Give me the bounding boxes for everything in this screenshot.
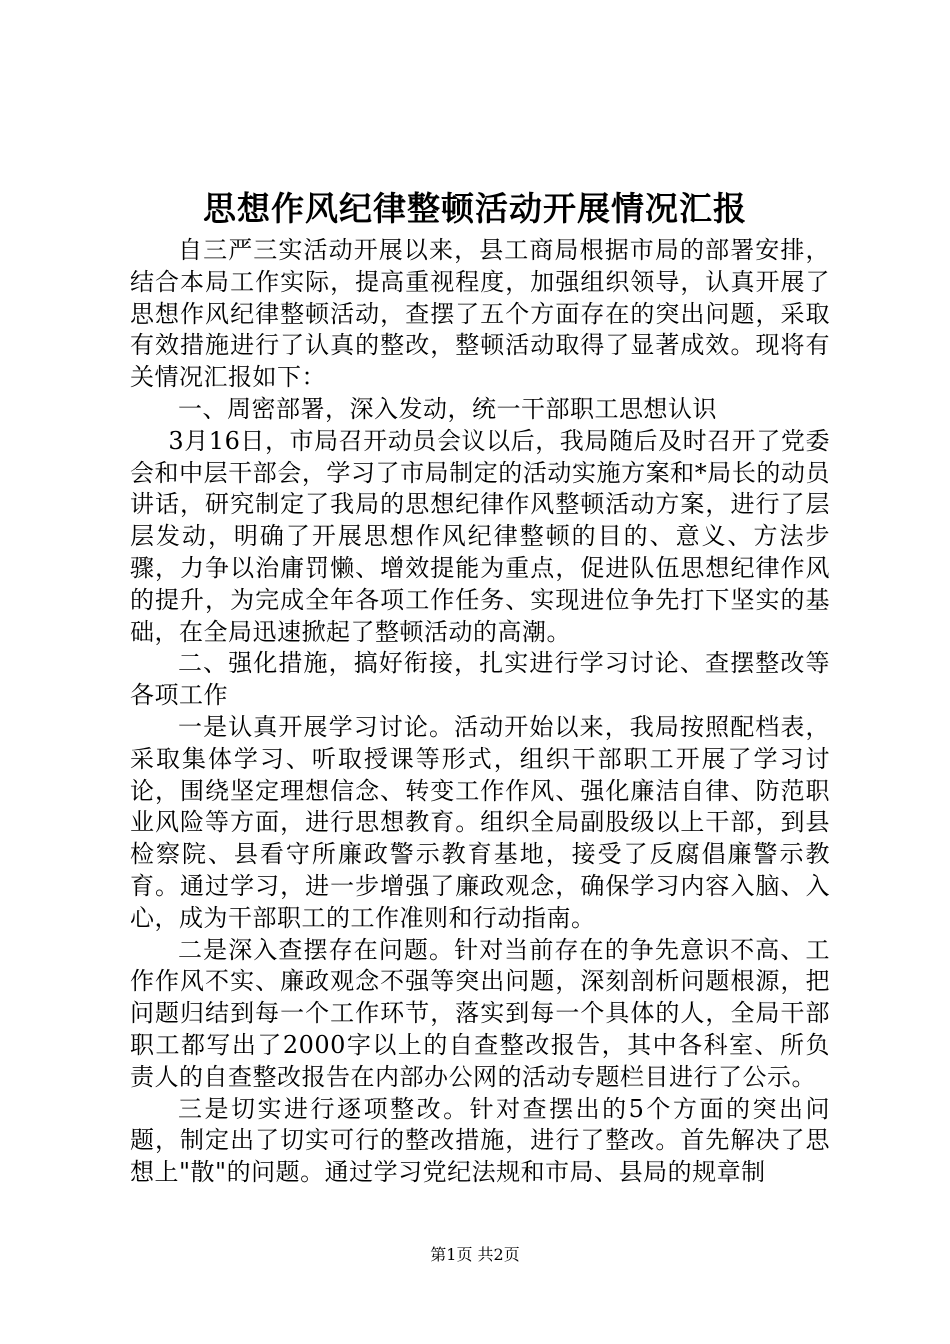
paragraph-study: 一是认真开展学习讨论。活动开始以来，我局按照配档表，采取集体学习、听取授课等形式，组织干部职工开展了学习讨论，围绕坚定理想信念、转变工作作风、强化廉洁自律、防范职业风险等方面，进行思想教育。组织全局副股级以上干部，到县检察院、县看守所廉政警示教育基地，接受了反腐倡廉警示教育。通过学习，进一步增强了廉政观念，确保学习内容入脑、入心，成为干部职工的工作准则和行动指南。 [130,712,830,932]
section-heading-2: 二、强化措施，搞好衔接，扎实进行学习讨论、查摆整改等各项工作 [130,649,830,710]
document-title: 思想作风纪律整顿活动开展情况汇报 [203,189,747,228]
document-body [130,235,830,1189]
paragraph-section-1: 3月16日，市局召开动员会议以后，我局随后及时召开了党委会和中层干部会，学习了市局制定的活动实施方案和*局长的动员讲话，研究制定了我局的思想纪律作风整顿活动方案，进行了层层发动，明确了开展思想作风纪律整顿的目的、意义、方法步骤，力争以治庸罚懒、增效提能为重点，促进队伍思想纪律作风的提升，为完成全年各项工作任务、实现进位争先打下坚实的基础，在全局迅速掀起了整顿活动的高潮。 [130,426,830,646]
section-heading-1: 一、周密部署，深入发动，统一干部职工思想认识 [178,394,717,423]
paragraph-intro: 自三严三实活动开展以来，县工商局根据市局的部署安排，结合本局工作实际，提高重视程度，加强组织领导，认真开展了思想作风纪律整顿活动，查摆了五个方面存在的突出问题，采取有效措施进行了认真的整改，整顿活动取得了显著成效。现将有关情况汇报如下： [130,236,830,392]
paragraph-problems: 二是深入查摆存在问题。针对当前存在的争先意识不高、工作作风不实、廉政观念不强等突出问题，深刻剖析问题根源，把问题归结到每一个工作环节，落实到每一个具体的人，全局干部职工都写出了2000字以上的自查整改报告，其中各科室、所负责人的自查整改报告在内部办公网的活动专题栏目进行了公示。 [130,935,830,1091]
paragraph-rectification: 三是切实进行逐项整改。针对查摆出的5个方面的突出问题，制定出了切实可行的整改措施，进行了整改。首先解决了思想上"散"的问题。通过学习党纪法规和市局、县局的规章制 [130,1094,830,1187]
page-number-footer: 第1页 共2页 [430,1245,520,1264]
